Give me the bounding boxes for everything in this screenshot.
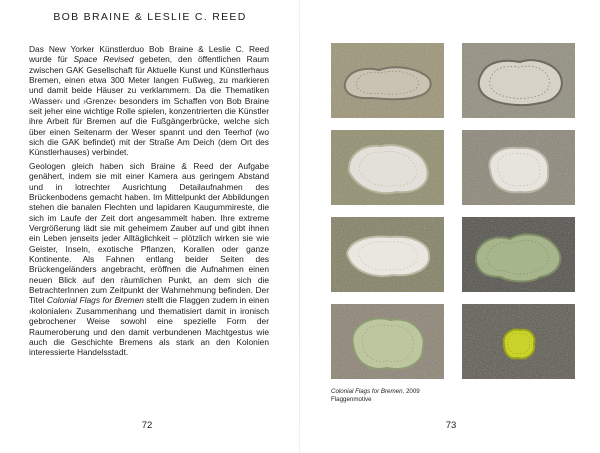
lichen-photo-6	[462, 217, 575, 292]
work-title: Space Revised	[73, 54, 134, 65]
lichen-photo-8	[462, 304, 575, 379]
lichen-photo-image	[462, 43, 575, 118]
photo-grid	[331, 43, 575, 382]
paragraph-text: Geologen gleich haben sich Braine & Reed der Aufgabe genähert, indem sie mit einer Kamera aus geringem Abstand und in lotrechter Ausrichtung Detailaufnahmen des Brückenbodens gemacht haben. Im Mittelpunkt der Abbildungen stehen die banalen Flechten und lapidaren Kaugummireste, die sich im Laufe der Zeit dort angesammelt haben. Ihre extreme Vergrößerung lädt sie mit geheimem Zauber auf und gibt ihnen ein Leben jenseits jeder Alltäglichkeit – plötzlich wirken sie wie Geister, Inseln, exotische Pflanzen, Korallen oder ganze Kontinente. Als Fahnen entlang beider Seiten des Brückengeländers angebracht, eröffnen die Aufnahmen einen neuen Blick auf den räumlichen Punkt, an dem sich die BetrachterInnen zum Zeitpunkt der Wahrnehmung befinden. Der Titel	[29, 161, 269, 306]
caption-title: Colonial Flags for Bremen	[331, 388, 403, 395]
page-number-left: 72	[141, 420, 153, 431]
lichen-photo-image	[331, 304, 444, 379]
paragraph-text: Das New Yorker Künstlerduo Bob Braine & Leslie C. Reed wurde für	[29, 44, 269, 65]
body-paragraph-2	[29, 161, 269, 358]
lichen-photo-image	[331, 217, 444, 292]
lichen-photo-7	[331, 304, 444, 379]
lichen-patch	[353, 318, 424, 369]
lichen-photo-image	[331, 43, 444, 118]
lichen-patch	[489, 148, 548, 193]
caption-subtitle: Flaggenmotive	[331, 396, 372, 404]
work-title: Colonial Flags for Bremen	[46, 295, 144, 306]
lichen-photo-4	[462, 130, 575, 205]
paragraph-text: gebeten, den öffentlichen Raum zwischen GAK Gesellschaft für Aktuelle Kunst und Künstlerhaus Bremen, einen etwa 300 Meter langen Fußweg, zu markieren und damit beide Häuser zu verklammern. Da die Thematiken ›Wasser‹ und ›Grenze‹ besonders im Schaffen von Bob Braine seit jeher eine wichtige Rolle spielen, konzentrierten die Künstler ihre Arbeit für Bremen auf die Fußgängerbrücke, welche sich über einen Seitenarm der Weser spannt und den Teerhof (wo sich die GAK befindet) mit der Straße Am Deich (dem Ort des Künstlerhauses) verbindet.	[29, 54, 269, 158]
lichen-photo-2	[462, 43, 575, 118]
lichen-patch	[504, 330, 535, 359]
lichen-patch	[349, 145, 428, 193]
lichen-photo-image	[331, 130, 444, 205]
lichen-patch	[345, 67, 431, 99]
lichen-photo-5	[331, 217, 444, 292]
lichen-photo-image	[462, 217, 575, 292]
lichen-photo-3	[331, 130, 444, 205]
page-number-right: 73	[445, 420, 457, 431]
lichen-photo-1	[331, 43, 444, 118]
body-paragraph-1	[29, 44, 269, 158]
paragraph-text: stellt die Flaggen zudem in einen ›kolonialen‹ Zusammenhang und thematisiert damit in ironisch gebrochener Weise sowohl eine spezielle Form der Raumeroberung und den damit verbundenen Machtgestus wie auch die Geschichte Bremens als stark an den Kolonien interessierte Handelsstadt.	[29, 295, 269, 358]
lichen-photo-image	[462, 130, 575, 205]
lichen-photo-image	[462, 304, 575, 379]
caption-year: , 2009	[402, 388, 420, 395]
lichen-patch	[476, 234, 561, 281]
page-heading: BOB BRAINE & LESLIE C. REED	[53, 11, 247, 23]
figure-caption	[331, 388, 571, 404]
right-page	[300, 0, 600, 453]
